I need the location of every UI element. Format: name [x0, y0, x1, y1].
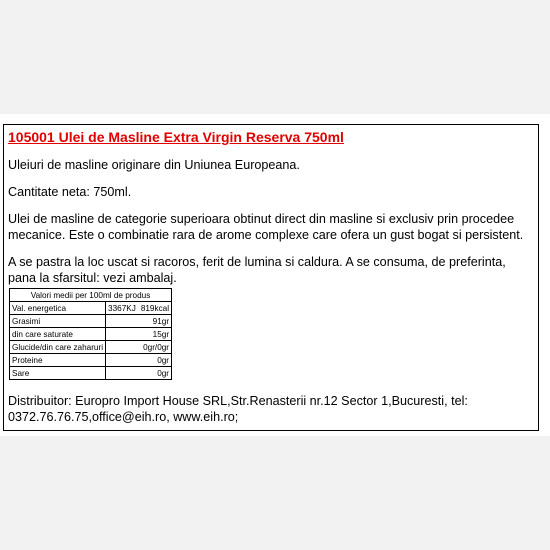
origin-text: Uleiuri de masline originare din Uniunea Europeana. — [8, 158, 300, 172]
nutrition-header-row — [10, 289, 172, 302]
nutrition-value: 15gr — [106, 328, 172, 341]
nutrition-label: Grasimi — [10, 315, 106, 328]
storage-text: A se pastra la loc uscat si racoros, ferit de lumina si caldura. A se consuma, de preferinta, pana la sfarsitul: vezi ambalaj. — [8, 255, 506, 285]
nutrition-label: Glucide/din care zaharuri — [10, 341, 106, 354]
nutrition-value — [106, 302, 172, 315]
product-info-frame — [3, 124, 539, 431]
quantity-text: Cantitate neta: 750ml. — [8, 185, 132, 199]
nutrition-value: 0gr/0gr — [106, 341, 172, 354]
nutrition-table — [9, 288, 172, 380]
energy-kj: 3367KJ — [108, 303, 136, 313]
product-title: 105001 Ulei de Masline Extra Virgin Reserva 750ml — [8, 129, 344, 145]
nutrition-label: Sare — [10, 367, 106, 380]
nutrition-label: Val. energetica — [10, 302, 106, 315]
nutrition-value: 0gr — [106, 354, 172, 367]
nutrition-row — [10, 354, 172, 367]
nutrition-row — [10, 367, 172, 380]
nutrition-label: Proteine — [10, 354, 106, 367]
product-info-card — [0, 114, 550, 436]
nutrition-header: Valori medii per 100ml de produs — [10, 289, 172, 302]
nutrition-label: din care saturate — [10, 328, 106, 341]
details-text: Ulei de masline de categorie superioara obtinut direct din masline si exclusiv prin procedee mecanice. Este o combinatie rara de arome complexe care ofera un gust bogat si persistent. — [8, 212, 524, 242]
nutrition-row — [10, 302, 172, 315]
nutrition-value: 91gr — [106, 315, 172, 328]
nutrition-value: 0gr — [106, 367, 172, 380]
nutrition-row — [10, 341, 172, 354]
energy-kcal: 819kcal — [140, 303, 170, 313]
distributor-text: Distribuitor: Europro Import House SRL,Str.Renasterii nr.12 Sector 1,Bucuresti, tel: 0372.76.76.75,office@eih.ro, www.eih.ro; — [8, 394, 468, 424]
nutrition-row — [10, 328, 172, 341]
nutrition-row — [10, 315, 172, 328]
